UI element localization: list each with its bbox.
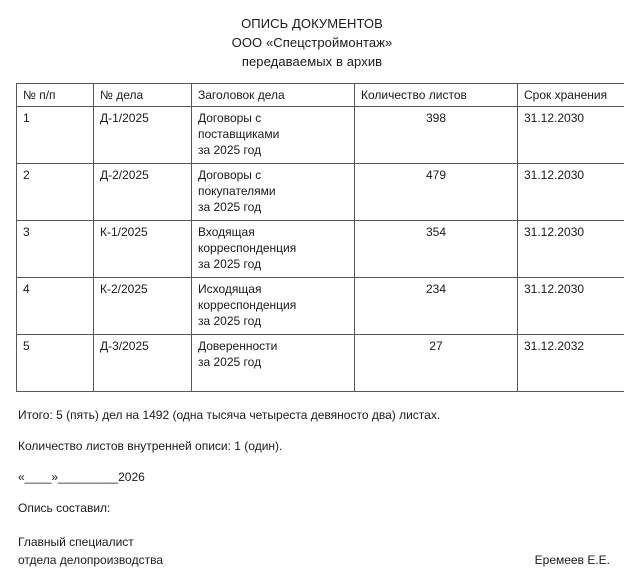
table-row (17, 107, 624, 164)
table-row (17, 221, 624, 278)
table-row (17, 164, 624, 221)
column-header-num: № п/п (17, 84, 94, 107)
signer-position (18, 533, 163, 569)
page-title: ОПИСЬ ДОКУМЕНТОВ (241, 16, 383, 31)
cell-title-line1: Договоры с (198, 168, 262, 182)
cell-term: 31.12.2030 (518, 164, 624, 221)
signer-position-line2: отдела делопроизводства (18, 553, 163, 567)
inventory-table (16, 83, 624, 392)
cell-sheets: 27 (355, 335, 518, 392)
inventory-table-wrap (16, 83, 610, 392)
cell-sheets: 354 (355, 221, 518, 278)
compiled-by-label: Опись составил: (18, 501, 111, 515)
cell-case: К-1/2025 (94, 221, 192, 278)
cell-title-line2: покупателями (198, 184, 276, 198)
cell-title (192, 335, 355, 392)
cell-title-line1: Исходящая (198, 282, 262, 296)
date-line: «____»_________2026 (18, 470, 145, 484)
cell-title (192, 164, 355, 221)
cell-case: К-2/2025 (94, 278, 192, 335)
cell-num: 5 (17, 335, 94, 392)
cell-title-line3: за 2025 год (198, 257, 262, 271)
cell-title (192, 278, 355, 335)
cell-num: 4 (17, 278, 94, 335)
cell-sheets: 234 (355, 278, 518, 335)
cell-term: 31.12.2030 (518, 221, 624, 278)
cell-num: 2 (17, 164, 94, 221)
table-header (17, 84, 624, 107)
cell-title-line1: Доверенности (198, 339, 278, 353)
column-header-term: Срок хранения (518, 84, 624, 107)
cell-term: 31.12.2032 (518, 335, 624, 392)
cell-case: Д-2/2025 (94, 164, 192, 221)
cell-title-line2: за 2025 год (198, 355, 262, 369)
cell-num: 1 (17, 107, 94, 164)
cell-sheets: 398 (355, 107, 518, 164)
cell-case: Д-3/2025 (94, 335, 192, 392)
signature-row (18, 533, 610, 569)
signer-name: Еремеев Е.Е. (534, 553, 610, 567)
cell-term: 31.12.2030 (518, 107, 624, 164)
table-row (17, 335, 624, 392)
signer-position-line1: Главный специалист (18, 535, 134, 549)
cell-title-line3: за 2025 год (198, 143, 262, 157)
table-row (17, 278, 624, 335)
document-header (0, 0, 624, 71)
column-header-sheets: Количество листов (355, 84, 518, 107)
table-header-row (17, 84, 624, 107)
organization-name: ООО «Спецстроймонтаж» (231, 35, 393, 50)
signature-block (18, 533, 610, 569)
internal-inventory-line: Количество листов внутренней описи: 1 (один). (18, 439, 283, 453)
cell-title (192, 221, 355, 278)
column-header-title: Заголовок дела (192, 84, 355, 107)
total-summary-line: Итого: 5 (пять) дел на 1492 (одна тысяча четыреста девяносто два) листах. (18, 408, 441, 422)
cell-title (192, 107, 355, 164)
document-footer (18, 408, 610, 569)
cell-title-line2: поставщиками (198, 127, 280, 141)
cell-term: 31.12.2030 (518, 278, 624, 335)
cell-sheets: 479 (355, 164, 518, 221)
column-header-case: № дела (94, 84, 192, 107)
cell-title-line1: Входящая (198, 225, 255, 239)
cell-title-line2: корреспонденция (198, 241, 297, 255)
cell-num: 3 (17, 221, 94, 278)
cell-title-line2: корреспонденция (198, 298, 297, 312)
cell-title-line3: за 2025 год (198, 314, 262, 328)
cell-case: Д-1/2025 (94, 107, 192, 164)
table-body (17, 107, 624, 392)
document-subtitle: передаваемых в архив (241, 54, 383, 69)
cell-title-line3: за 2025 год (198, 200, 262, 214)
cell-title-line1: Договоры с (198, 111, 262, 125)
